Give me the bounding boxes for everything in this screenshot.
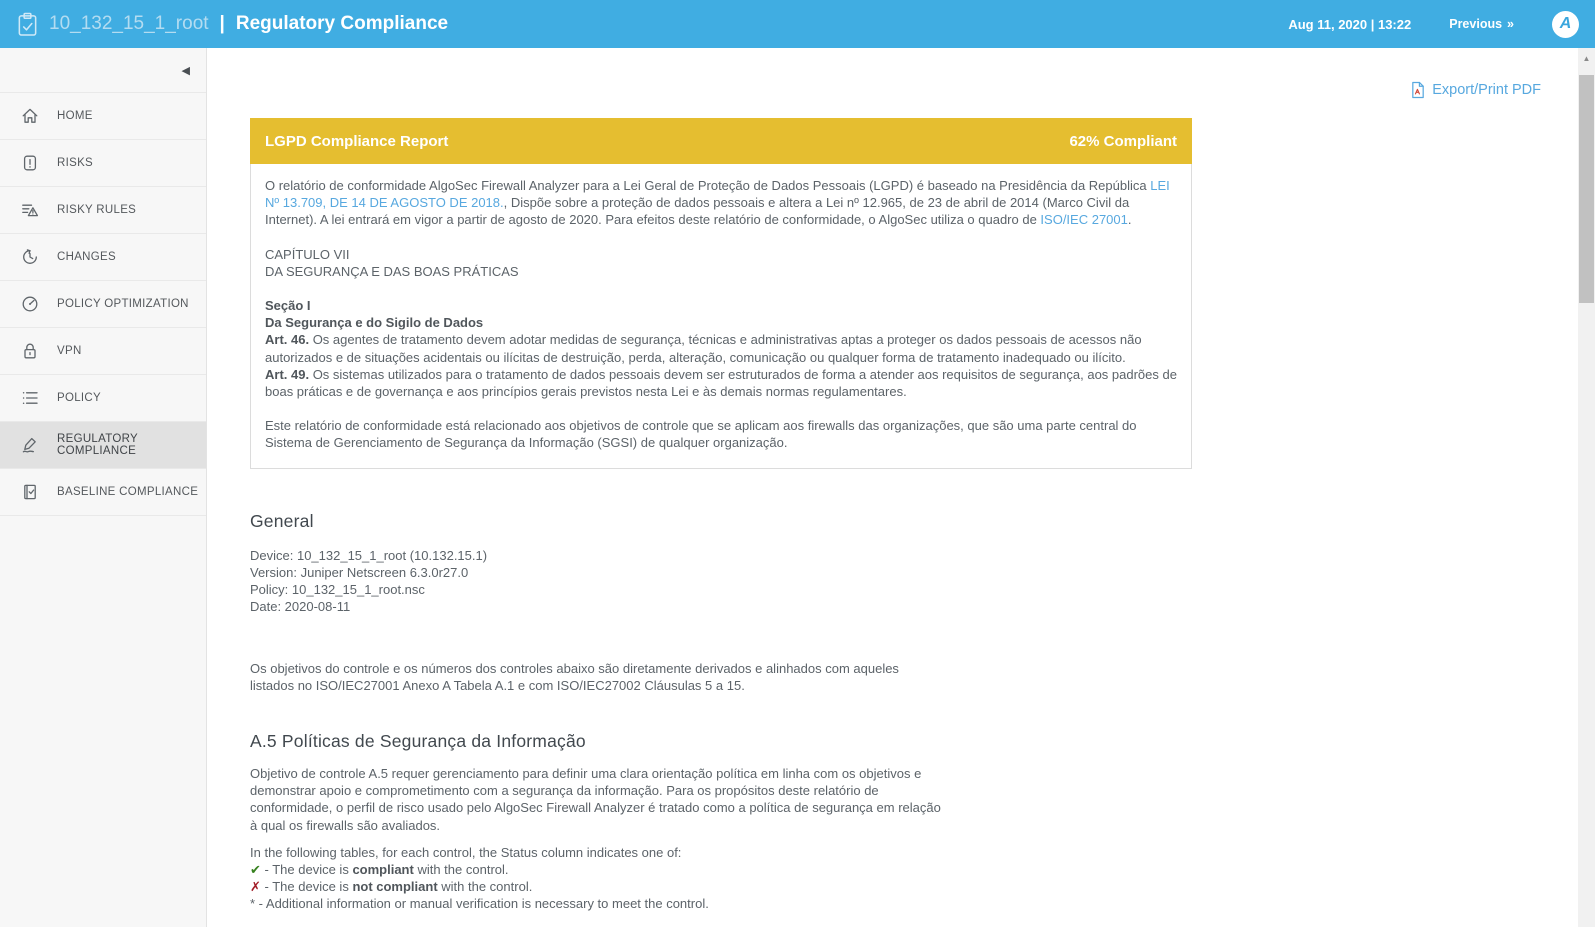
- intro-text: .: [1127, 212, 1132, 228]
- iso-iec-27001-link[interactable]: ISO/IEC 27001: [1040, 212, 1128, 228]
- version-line: Version: Juniper Netscreen 6.3.0r27.0: [250, 564, 469, 580]
- previous-label: Previous: [1449, 17, 1503, 31]
- sidebar-item-changes[interactable]: [0, 234, 206, 281]
- sidebar-item-policy[interactable]: [0, 375, 206, 422]
- sidebar-item-label: VPN: [57, 345, 82, 357]
- export-label: Export/Print PDF: [1432, 82, 1541, 98]
- sidebar-item-regulatory-compliance[interactable]: [0, 422, 206, 469]
- objectives-note: Os objetivos do controle e os números dos controles abaixo são diretamente derivados e alinhados com aqueles listados no ISO/IEC27001 Anexo A Tabela A.1 e com ISO/IEC27002 Cláusulas 5 a 15.: [250, 660, 899, 693]
- device-line: Device: 10_132_15_1_root (10.132.15.1): [250, 547, 488, 563]
- scrollbar-thumb[interactable]: [1579, 75, 1594, 303]
- regulatory-compliance-icon: [20, 435, 40, 455]
- top-bar-title-group: [16, 11, 448, 38]
- x-icon: ✗: [250, 878, 261, 894]
- section-subtitle: Da Segurança e do Sigilo de Dados: [265, 315, 484, 331]
- top-bar-actions: [1288, 11, 1579, 38]
- section-block: [265, 297, 1177, 400]
- art-46-label: Art. 46.: [265, 332, 310, 348]
- report-title: LGPD Compliance Report: [265, 132, 449, 150]
- report-header: [250, 118, 1192, 164]
- legend-text: - The device is: [260, 861, 353, 877]
- chapter-heading: [265, 246, 1177, 280]
- chapter-line: DA SEGURANÇA E DAS BOAS PRÁTICAS: [265, 263, 519, 279]
- art-46-text: Os agentes de tratamento devem adotar medidas de segurança, técnicas e administrativas aptas a proteger os dados pessoais de acessos não autorizados e de situações acidentais ou ilícitas de destruição, perda, alteração, comunicação ou qualquer forma de tratamento inadequado ou ilícito.: [265, 332, 1142, 365]
- device-name: 10_132_15_1_root: [49, 13, 209, 34]
- report-box: [250, 118, 1192, 469]
- main-content: [207, 48, 1578, 927]
- page-title: Regulatory Compliance: [235, 13, 449, 34]
- home-icon: [20, 106, 40, 126]
- legend-text: with the control.: [413, 861, 509, 877]
- intro-text: , Dispõe sobre a proteção de dados pessoais e altera a Lei nº 12.965, de 23 de abril de 2014 (Marco Civil da Internet). A lei entrará em vigor a partir de agosto de 2020. Para efeitos deste relatório de conformidade, o AlgoSec utiliza o quadro de: [265, 195, 1130, 228]
- report-body: [250, 164, 1192, 469]
- sidebar-item-label: POLICY: [57, 392, 101, 404]
- check-icon: ✔: [250, 861, 261, 877]
- policy-line: Policy: 10_132_15_1_root.nsc: [250, 581, 425, 597]
- risky-rules-icon: [20, 200, 40, 220]
- date-line: Date: 2020-08-11: [250, 598, 351, 614]
- baseline-compliance-icon: [20, 482, 40, 502]
- section-title: Seção I: [265, 298, 311, 314]
- algosec-logo[interactable]: [1552, 11, 1579, 38]
- a5-heading: A.5 Políticas de Segurança da Informação: [250, 731, 586, 752]
- sidebar-item-risks[interactable]: [0, 140, 206, 187]
- art-49-label: Art. 49.: [265, 366, 310, 382]
- clipboard-check-icon: [16, 11, 39, 38]
- scroll-up-arrow-icon[interactable]: ▲: [1582, 54, 1591, 63]
- general-heading: General: [250, 510, 314, 531]
- legend-text: - The device is: [260, 878, 353, 894]
- sidebar-item-label: REGULATORY COMPLIANCE: [57, 433, 138, 457]
- policy-list-icon: [20, 388, 40, 408]
- vpn-lock-icon: [20, 341, 40, 361]
- pdf-file-icon: [1410, 81, 1426, 99]
- sidebar-item-label: BASELINE COMPLIANCE: [57, 486, 199, 498]
- datetime-label: Aug 11, 2020 | 13:22: [1288, 16, 1412, 32]
- device-info-block: [250, 547, 1578, 615]
- legend-text: with the control.: [437, 878, 533, 894]
- sidebar-item-label: HOME: [57, 110, 93, 122]
- sidebar-item-label: POLICY OPTIMIZATION: [57, 298, 189, 310]
- top-bar: [0, 0, 1595, 48]
- legend-intro-line: In the following tables, for each control, the Status column indicates one of:: [250, 844, 682, 860]
- sidebar-item-risky-rules[interactable]: [0, 187, 206, 234]
- a5-paragraph: Objetivo de controle A.5 requer gerenciamento para definir uma clara orientação política em linha com os objetivos e demonstrar apoio e comprometimento com a segurança da informação. Para os propósitos deste relatório de conformidade, o perfil de risco usado pelo AlgoSec Firewall Analyzer é tratado como a política de segurança em relação à qual os firewalls são avaliados.: [250, 766, 941, 833]
- collapse-left-icon: ◀: [181, 64, 190, 77]
- report-intro-paragraph: [265, 177, 1177, 229]
- legend-not-compliant-line: [250, 878, 1578, 895]
- logo-letter: A: [1559, 15, 1572, 32]
- sidebar-item-label: CHANGES: [57, 251, 116, 263]
- status-legend: [250, 844, 1578, 912]
- changes-history-icon: [20, 247, 40, 267]
- compliance-percent-badge: 62% Compliant: [1069, 132, 1177, 150]
- sidebar-item-label: RISKY RULES: [57, 204, 137, 216]
- sidebar: [0, 48, 207, 927]
- lei-13709-link[interactable]: LEI Nº 13.709, DE 14 DE AGOSTO DE 2018.: [265, 178, 1170, 211]
- legend-bold-text: not compliant: [352, 878, 438, 894]
- sidebar-item-policy-optimization[interactable]: [0, 281, 206, 328]
- legend-compliant-line: [250, 861, 1578, 878]
- chevron-double-right-icon: »: [1507, 17, 1514, 31]
- art-49-text: Os sistemas utilizados para o tratamento de dados pessoais devem ser estruturados de forma a atender aos requisitos de segurança, aos padrões de boas práticas e de governança e aos princípios gerais previstos nesta Lei e às demais normas regulamentares.: [265, 366, 1177, 400]
- sidebar-item-label: RISKS: [57, 157, 94, 169]
- risks-icon: [20, 153, 40, 173]
- title-separator: |: [219, 13, 225, 34]
- legend-asterisk-line: * - Additional information or manual verification is necessary to meet the control.: [250, 895, 709, 911]
- vertical-scrollbar[interactable]: [1578, 48, 1595, 927]
- intro-text: O relatório de conformidade AlgoSec Firewall Analyzer para a Lei Geral de Proteção de Dados Pessoais (LGPD) é baseado na Presidência da República: [265, 178, 1151, 193]
- chapter-line: CAPÍTULO VII: [265, 246, 350, 262]
- export-print-pdf-link[interactable]: [1410, 81, 1541, 99]
- sidebar-item-baseline-compliance[interactable]: [0, 469, 206, 516]
- legend-bold-text: compliant: [352, 861, 414, 877]
- sidebar-item-vpn[interactable]: [0, 328, 206, 375]
- policy-optimization-gauge-icon: [20, 294, 40, 314]
- sidebar-collapse-button[interactable]: [0, 48, 206, 93]
- previous-button[interactable]: [1449, 17, 1514, 31]
- closing-paragraph: Este relatório de conformidade está relacionado aos objetivos de controle que se aplicam aos firewalls das organizações, que são uma parte central do Sistema de Gerenciamento de Segurança da Informação (SGSI) de qualquer organização.: [265, 418, 1137, 451]
- sidebar-item-home[interactable]: [0, 93, 206, 140]
